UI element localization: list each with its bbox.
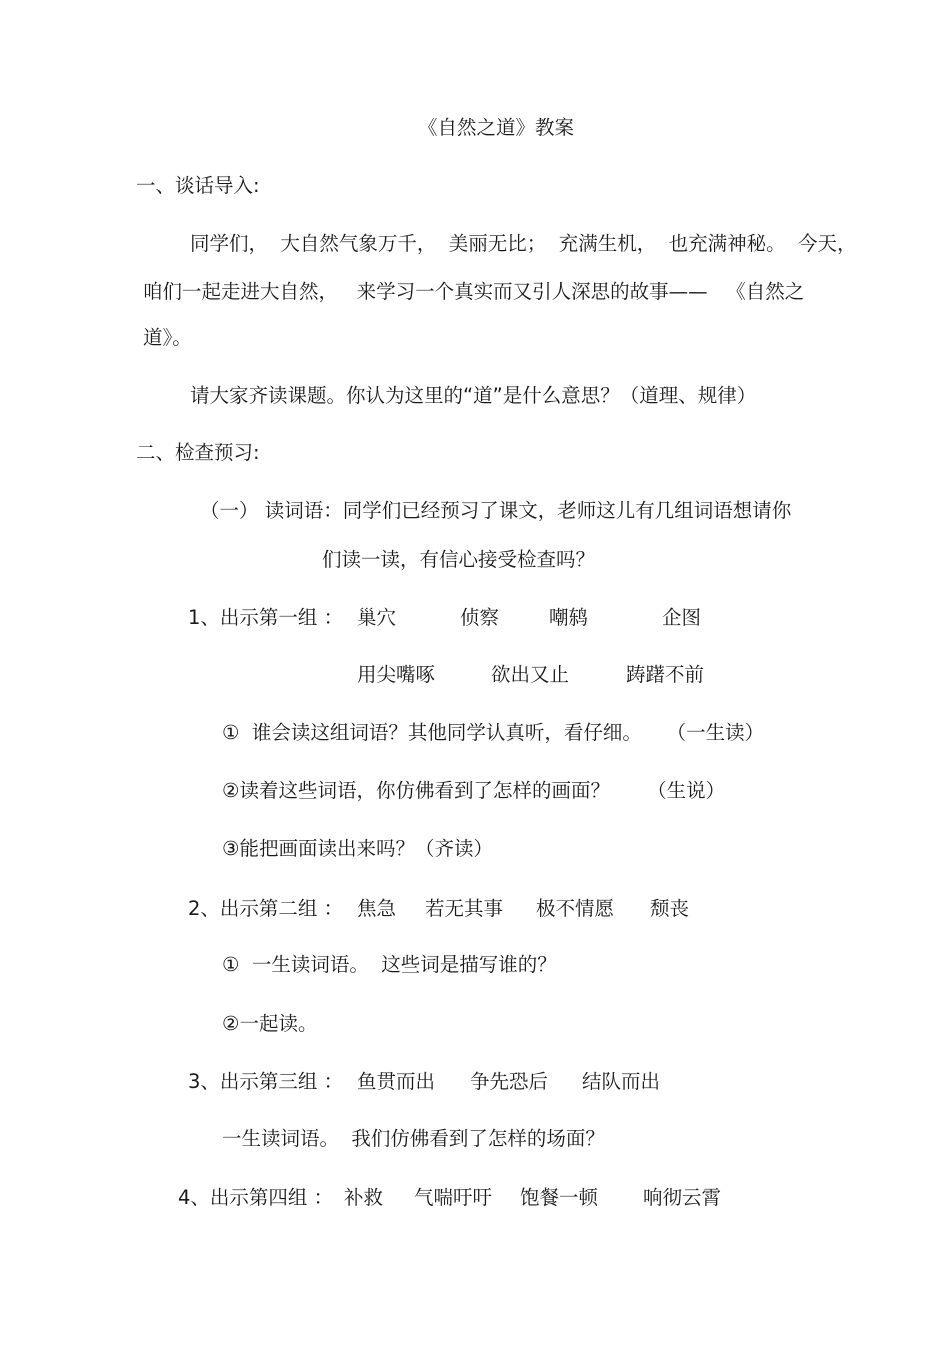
group-3-word: 鱼贯而出 xyxy=(357,1070,436,1093)
group-2-question-1: ① 一生读词语。 这些词是描写谁的？ xyxy=(222,953,557,976)
group-3-label: 3、出示第三组 ： xyxy=(188,1070,344,1093)
section-1-heading: 一、谈话导入: xyxy=(136,174,260,197)
word-reading-intro-line-2: 们读一读，有信心接受检查吗？ xyxy=(322,548,596,571)
group-3-word: 结队而出 xyxy=(582,1070,661,1093)
word-reading-intro-line-1: （一） 读词语：同学们已经预习了课文，老师这儿有几组词语想请你 xyxy=(200,499,792,522)
group-1-word: 侦察 xyxy=(460,606,500,629)
group-4-word: 响彻云霄 xyxy=(643,1186,722,1209)
group-4-label: 4、出示第四组 ： xyxy=(178,1186,334,1209)
group-1-label: 1、出示第一组 ： xyxy=(188,606,344,629)
group-1-word: 欲出又止 xyxy=(491,663,570,686)
group-4-word: 气喘吁吁 xyxy=(414,1186,493,1209)
group-1-question-1: ① 谁会读这组词语？其他同学认真听，看仔细。 （一生读） xyxy=(222,721,765,744)
group-1-word: 企图 xyxy=(662,606,702,629)
group-1-word: 巢穴 xyxy=(357,606,397,629)
group-2-word: 焦急 xyxy=(357,897,397,920)
group-3-word: 争先恐后 xyxy=(470,1070,549,1093)
section-2-heading: 二、检查预习: xyxy=(136,441,260,464)
group-2-label: 2、出示第二组 ： xyxy=(188,897,344,920)
group-2-word: 极不情愿 xyxy=(536,897,615,920)
intro-paragraph-line-1: 同学们， 大自然气象万千， 美丽无比； 充满生机， 也充满神秘。 今天， xyxy=(190,232,857,255)
group-1-word: 用尖嘴啄 xyxy=(357,663,436,686)
group-1-word: 踌躇不前 xyxy=(626,663,705,686)
title-question-paragraph: 请大家齐读课题。你认为这里的“道”是什么意思？（道理、规律） xyxy=(190,384,757,407)
document-title: 《自然之道》教案 xyxy=(418,116,575,139)
group-2-word: 颓丧 xyxy=(650,897,690,920)
group-4-word: 补救 xyxy=(344,1186,384,1209)
intro-paragraph-line-2: 咱们一起走进大自然， 来学习一个真实而又引人深思的故事—— 《自然之 xyxy=(143,280,805,303)
group-1-word: 嘲鸫 xyxy=(549,606,589,629)
group-1-question-3: ③能把画面读出来吗？（齐读） xyxy=(222,837,493,860)
group-4-word: 饱餐一顿 xyxy=(520,1186,599,1209)
group-2-word: 若无其事 xyxy=(425,897,504,920)
group-1-question-2: ②读着这些词语，你仿佛看到了怎样的画面？ （生说） xyxy=(222,779,726,802)
group-3-question-1: 一生读词语。 我们仿佛看到了怎样的场面？ xyxy=(222,1127,605,1150)
intro-paragraph-line-3: 道》。 xyxy=(143,326,192,349)
group-2-question-2: ②一起读。 xyxy=(222,1012,318,1035)
